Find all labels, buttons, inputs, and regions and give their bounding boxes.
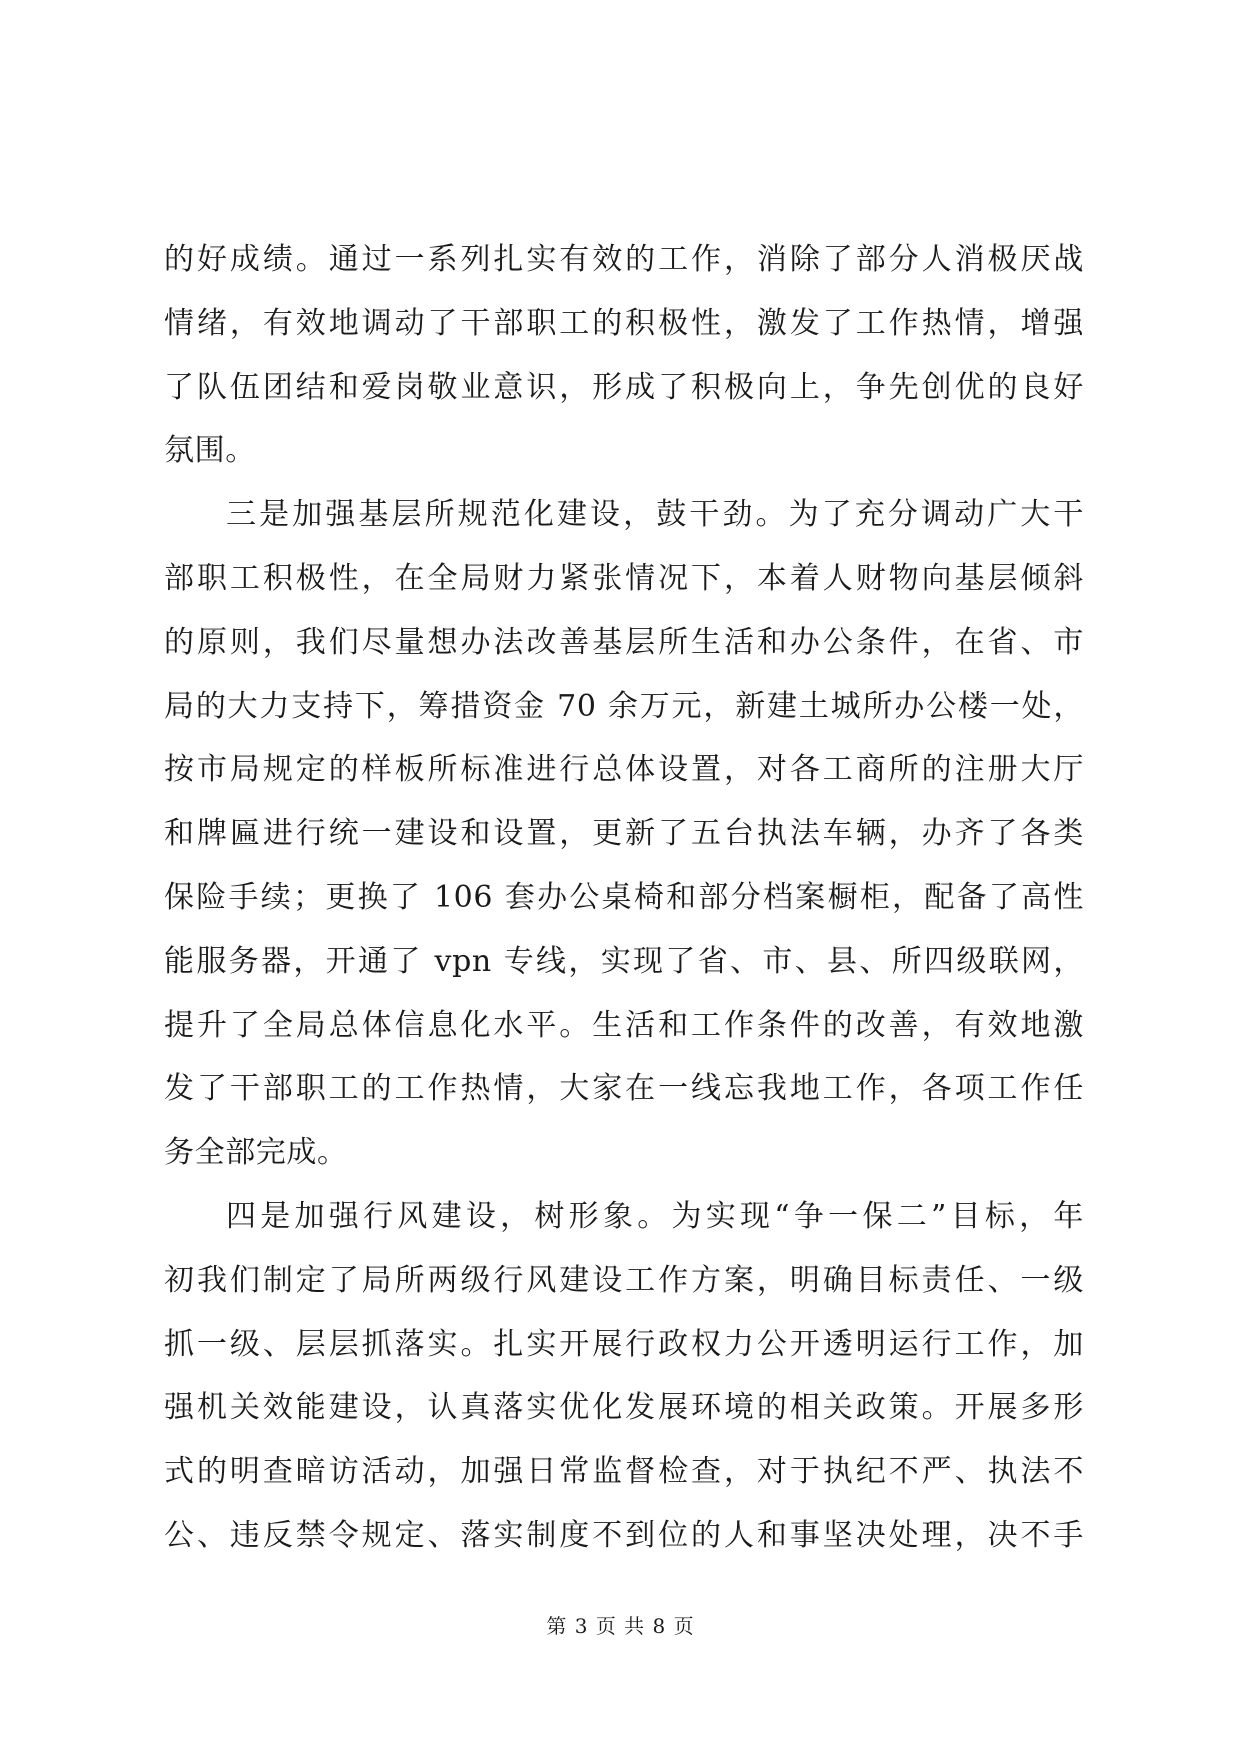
body-line: 三是加强基层所规范化建设，鼓干劲。为了充分调动广大干 <box>226 497 1084 533</box>
body-line: 式的明查暗访活动，加强日常监督检查，对于执纪不严、执法不 <box>164 1454 1084 1490</box>
body-line: 发了干部职工的工作热情，大家在一线忘我地工作，各项工作任 <box>164 1071 1084 1107</box>
body-line: 四是加强行风建设，树形象。为实现“争一保二”目标，年 <box>226 1198 1084 1234</box>
body-line: 抓一级、层层抓落实。扎实开展行政权力公开透明运行工作，加 <box>164 1326 1084 1362</box>
body-line: 和牌匾进行统一建设和设置，更新了五台执法车辆，办齐了各类 <box>164 816 1084 852</box>
body-line: 氛围。 <box>164 433 256 469</box>
document-body <box>164 228 1084 1568</box>
body-line: 强机关效能建设，认真落实优化发展环境的相关政策。开展多形 <box>164 1390 1084 1426</box>
body-line: 能服务器，开通了 vpn 专线，实现了省、市、县、所四级联网， <box>164 943 1084 979</box>
body-line: 情绪，有效地调动了干部职工的积极性，激发了工作热情，增强 <box>164 305 1084 341</box>
body-line: 按市局规定的样板所标准进行总体设置，对各工商所的注册大厅 <box>164 752 1084 788</box>
body-line: 公、违反禁令规定、落实制度不到位的人和事坚决处理，决不手 <box>164 1517 1084 1553</box>
body-line: 提升了全局总体信息化水平。生活和工作条件的改善，有效地激 <box>164 1007 1084 1043</box>
body-line: 保险手续；更换了 106 套办公桌椅和部分档案橱柜，配备了高性 <box>164 879 1084 915</box>
body-line: 部职工积极性，在全局财力紧张情况下，本着人财物向基层倾斜 <box>164 560 1084 596</box>
body-line: 的原则，我们尽量想办法改善基层所生活和办公条件，在省、市 <box>164 624 1084 660</box>
body-line: 务全部完成。 <box>164 1135 348 1171</box>
body-line: 的好成绩。通过一系列扎实有效的工作，消除了部分人消极厌战 <box>164 242 1084 277</box>
body-line: 了队伍团结和爱岗敬业意识，形成了积极向上，争先创优的良好 <box>164 369 1084 405</box>
body-line: 局的大力支持下，筹措资金 70 余万元，新建土城所办公楼一处， <box>164 688 1084 724</box>
body-line: 初我们制定了局所两级行风建设工作方案，明确目标责任、一级 <box>164 1262 1084 1298</box>
page-number-footer: 第 3 页 共 8 页 <box>546 1614 695 1638</box>
